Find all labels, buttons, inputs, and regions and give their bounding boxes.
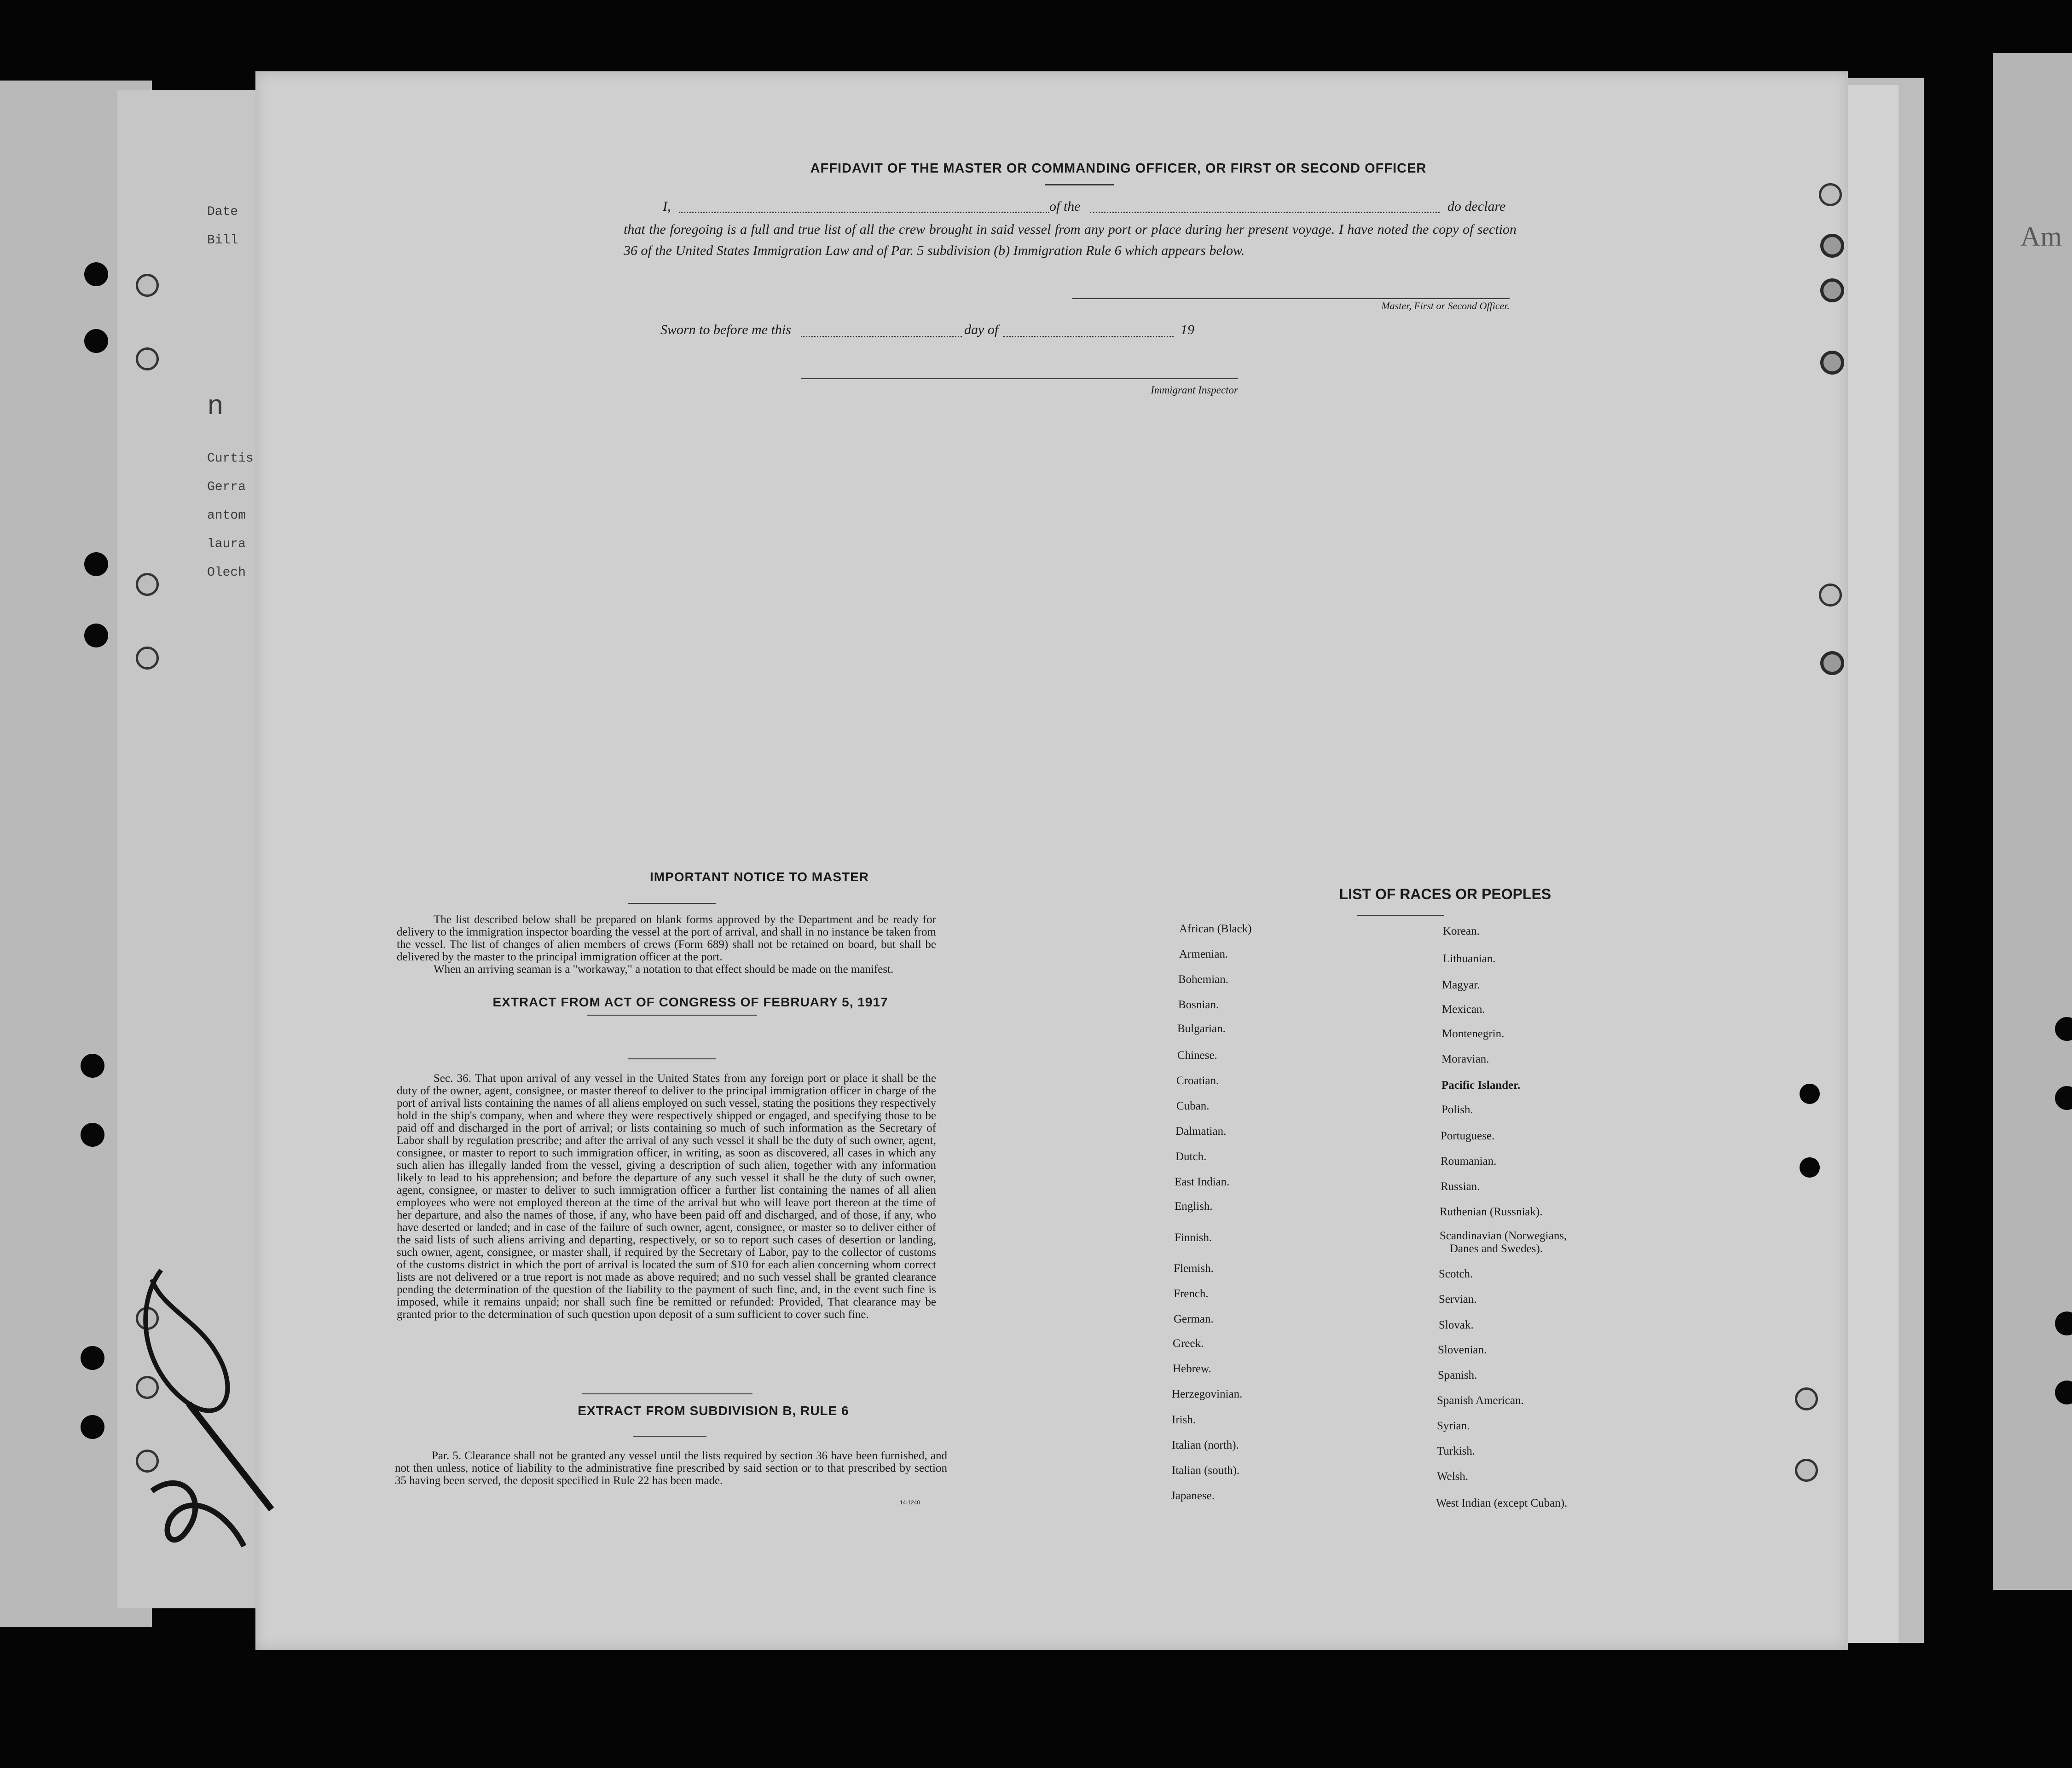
- race-item: Russian.: [1441, 1180, 1480, 1193]
- declaration-i: I,: [663, 199, 671, 214]
- form-number: 14-1240: [900, 1499, 920, 1506]
- title-divider: [1045, 184, 1114, 185]
- punch-hole-icon: [81, 1123, 104, 1147]
- master-signature-line[interactable]: [1072, 298, 1510, 299]
- race-item: Irish.: [1172, 1414, 1196, 1426]
- extract-divider: [628, 1058, 716, 1059]
- margin-word: laura: [207, 537, 246, 551]
- race-item: Croatian.: [1176, 1075, 1219, 1087]
- declaration-of-the: of the: [1049, 199, 1081, 214]
- punch-hole-icon: [1795, 1387, 1818, 1410]
- race-item: Greek.: [1173, 1337, 1204, 1350]
- punch-hole-icon: [1800, 1084, 1820, 1104]
- notice-text: [397, 913, 936, 976]
- section-divider: [587, 1015, 757, 1016]
- punch-hole-icon: [1795, 1459, 1818, 1482]
- race-item: West Indian (except Cuban).: [1436, 1497, 1568, 1509]
- races-title: LIST OF RACES OR PEOPLES: [1339, 886, 1551, 902]
- race-item: Italian (south).: [1172, 1464, 1240, 1477]
- race-item: Dutch.: [1175, 1150, 1207, 1163]
- races-divider: [1357, 915, 1444, 916]
- name-blank[interactable]: [679, 212, 1049, 213]
- punch-hole-icon: [1820, 234, 1844, 258]
- punch-hole-icon: [81, 1346, 104, 1370]
- race-item: Cuban.: [1176, 1100, 1210, 1112]
- vessel-blank[interactable]: [1090, 212, 1440, 213]
- race-item: Pacific Islander.: [1441, 1079, 1521, 1092]
- declaration-do-declare: do declare: [1447, 199, 1506, 214]
- margin-word: Date: [207, 205, 238, 219]
- margin-word: Bill: [207, 233, 238, 248]
- race-item: Bulgarian.: [1177, 1023, 1226, 1035]
- margin-word: n: [207, 392, 224, 423]
- extract-act-title: EXTRACT FROM ACT OF CONGRESS OF FEBRUARY 5, 1917: [492, 995, 888, 1009]
- notice-title: IMPORTANT NOTICE TO MASTER: [649, 870, 869, 884]
- punch-hole-icon: [84, 262, 108, 286]
- race-item: Hebrew.: [1173, 1363, 1211, 1375]
- extract-divider: [633, 1436, 706, 1437]
- punch-hole-icon: [1820, 278, 1844, 302]
- race-item: African (Black): [1179, 923, 1252, 935]
- master-signature-label: Master, First or Second Officer.: [1381, 300, 1510, 312]
- punch-hole-icon: [84, 552, 108, 576]
- extract-rule-title: EXTRACT FROM SUBDIVISION B, RULE 6: [578, 1404, 849, 1418]
- notice-divider: [628, 903, 716, 904]
- race-item: Mexican.: [1442, 1003, 1485, 1016]
- margin-word: Gerra: [207, 480, 246, 494]
- punch-hole-icon: [136, 347, 159, 370]
- right-background-sheet: [1993, 53, 2072, 1590]
- race-item: Spanish American.: [1437, 1394, 1524, 1407]
- race-item: Chinese.: [1177, 1049, 1217, 1062]
- section-36-paragraph: Sec. 36. That upon arrival of any vessel in the United States from any foreign port or place it shall be the duty of the owner, agent, consignee, or master thereof to deliver to the principal immigration officer in charge of the port of arrival lists containing the names of all aliens employed on such vessel, stating the positions they respectively hold in the ship's company, when and where they were respectively shipped or engaged, and specifying those to be paid off and discharged in the port of arrival; or lists containing so much of such information as the Secretary of Labor shall by regulation prescribe; and after the arrival of any such vessel it shall be the duty of such owner, agent, consignee, or master to report to such immigration officer, in writing, as soon as discovered, all cases in which any such alien has illegally landed from the vessel, giving a description of such alien, together with any information likely to lead to his apprehension; and before the departure of any such vessel it shall be the duty of such owner, agent, consignee, or master to deliver to such immigration officer a further list containing the names of all alien employees who were not employed thereon at the time of the arrival but who will leave port thereon at the time of her departure, and also the names of those, if any, who have been paid off and discharged, and of those, if any, who have deserted or landed; and in case of the failure of such owner, agent, consignee, or master so to deliver either of the said lists of such aliens arriving and departing, respectively, or so to report such cases of desertion or landing, such owner, agent, consignee, or master shall, if required by the Secretary of Labor, pay to the collector of customs of the customs district in which the port of arrival is located the sum of $10 for each alien concerning whom correct lists are not delivered or a true report is not made as above required; and no such vessel shall be granted clearance pending the determination of the question of the liability to the payment of such fine, and, in the event such fine is imposed, while it remains unpaid; nor shall such fine be remitted or refunded: Provided, That clearance may be granted prior to the determination of such question upon deposit of a sum sufficient to cover such fine.: [397, 1072, 936, 1321]
- race-item: Ruthenian (Russniak).: [1440, 1206, 1543, 1218]
- race-item: Syrian.: [1437, 1420, 1470, 1432]
- race-item: Servian.: [1439, 1293, 1477, 1306]
- sworn-day-blank[interactable]: [801, 336, 962, 337]
- scissors-scribble-icon: [133, 1252, 281, 1583]
- race-item: Turkish.: [1437, 1445, 1476, 1457]
- race-item: East Indian.: [1175, 1176, 1230, 1188]
- race-item: German.: [1174, 1313, 1214, 1325]
- declaration-line: [663, 199, 1523, 217]
- race-item: Montenegrin.: [1442, 1028, 1505, 1040]
- extract-rule-text: [395, 1450, 947, 1487]
- race-item: English.: [1175, 1200, 1213, 1213]
- race-item: Italian (north).: [1172, 1439, 1239, 1451]
- punch-hole-icon: [1819, 183, 1842, 206]
- punch-hole-icon: [1820, 651, 1844, 675]
- margin-word: antom: [207, 508, 246, 523]
- punch-hole-icon: [81, 1415, 104, 1439]
- sworn-year: 19: [1181, 322, 1194, 337]
- race-item: French.: [1174, 1288, 1209, 1300]
- race-item: Polish.: [1441, 1104, 1473, 1116]
- race-item: Armenian.: [1179, 948, 1228, 960]
- race-item: Scandinavian (Norwegians,: [1440, 1230, 1567, 1242]
- declaration-body: that the foregoing is a full and true list of all the crew brought in said vessel from any port or place during her present voyage. I have noted the copy of section 36 of the United States Immigration Law and of Par. 5 subdivision (b) Immigration Rule 6 which appears below.: [624, 222, 1516, 258]
- punch-hole-icon: [1819, 584, 1842, 607]
- punch-hole-icon: [84, 329, 108, 353]
- margin-word: Olech: [207, 566, 246, 580]
- inspector-signature-label: Immigrant Inspector: [1151, 384, 1238, 396]
- sworn-day-of: day of: [964, 322, 999, 337]
- race-item: Flemish.: [1174, 1262, 1214, 1275]
- race-item: Moravian.: [1441, 1053, 1489, 1065]
- punch-hole-icon: [81, 1054, 104, 1078]
- affidavit-title: AFFIDAVIT OF THE MASTER OR COMMANDING OFFICER, OR FIRST OR SECOND OFFICER: [810, 161, 1427, 176]
- race-item: Herzegovinian.: [1172, 1388, 1243, 1400]
- race-item: Bosnian.: [1178, 999, 1219, 1011]
- race-item: Korean.: [1443, 925, 1480, 937]
- race-item: Dalmatian.: [1175, 1125, 1227, 1138]
- notice-paragraph: The list described below shall be prepared on blank forms approved by the Department and be ready for delivery to the immigration inspector boarding the vessel at the port of arrival, and shall in no instance be taken from the vessel. The list of changes of alien members of crews (Form 689) shall not be retained on board, but shall be delivered by the master to the principal immigration officer at the port.: [397, 913, 936, 963]
- margin-word: Curtis: [207, 451, 254, 466]
- punch-hole-icon: [84, 624, 108, 647]
- race-item: Spanish.: [1438, 1369, 1477, 1381]
- race-item: Portuguese.: [1441, 1130, 1495, 1142]
- sworn-prefix: Sworn to before me this: [660, 322, 791, 337]
- punch-hole-icon: [136, 274, 159, 297]
- punch-hole-icon: [1820, 351, 1844, 375]
- punch-hole-icon: [136, 647, 159, 670]
- right-margin-text: Am: [2020, 221, 2062, 252]
- race-item: Magyar.: [1442, 979, 1480, 991]
- par-5-paragraph: Par. 5. Clearance shall not be granted any vessel until the lists required by section 36 have been furnished, and not then unless, notice of liability to the administrative fine prescribed by said section or to that prescribed by section 35 having been served, the deposit specified in Rule 22 has been made.: [395, 1450, 947, 1487]
- race-item: Slovenian.: [1438, 1344, 1487, 1356]
- race-item: Welsh.: [1437, 1470, 1469, 1483]
- race-item: Scotch.: [1439, 1268, 1473, 1280]
- punch-hole-icon: [136, 573, 159, 596]
- race-item: Danes and Swedes).: [1450, 1242, 1543, 1255]
- inspector-signature-line[interactable]: [801, 378, 1238, 379]
- race-item: Finnish.: [1175, 1231, 1212, 1244]
- sworn-month-blank[interactable]: [1003, 336, 1174, 337]
- race-item: Slovak.: [1439, 1319, 1474, 1331]
- extract-act-text: [397, 1072, 936, 1321]
- race-item: Lithuanian.: [1443, 953, 1496, 965]
- race-item: Bohemian.: [1178, 973, 1229, 986]
- race-item: Japanese.: [1171, 1490, 1215, 1502]
- notice-paragraph: When an arriving seaman is a "workaway," a notation to that effect should be made on the manifest.: [434, 963, 894, 976]
- section-divider: [582, 1393, 752, 1394]
- punch-hole-icon: [1800, 1157, 1820, 1178]
- sworn-line: [660, 322, 1259, 341]
- race-item: Roumanian.: [1441, 1155, 1497, 1167]
